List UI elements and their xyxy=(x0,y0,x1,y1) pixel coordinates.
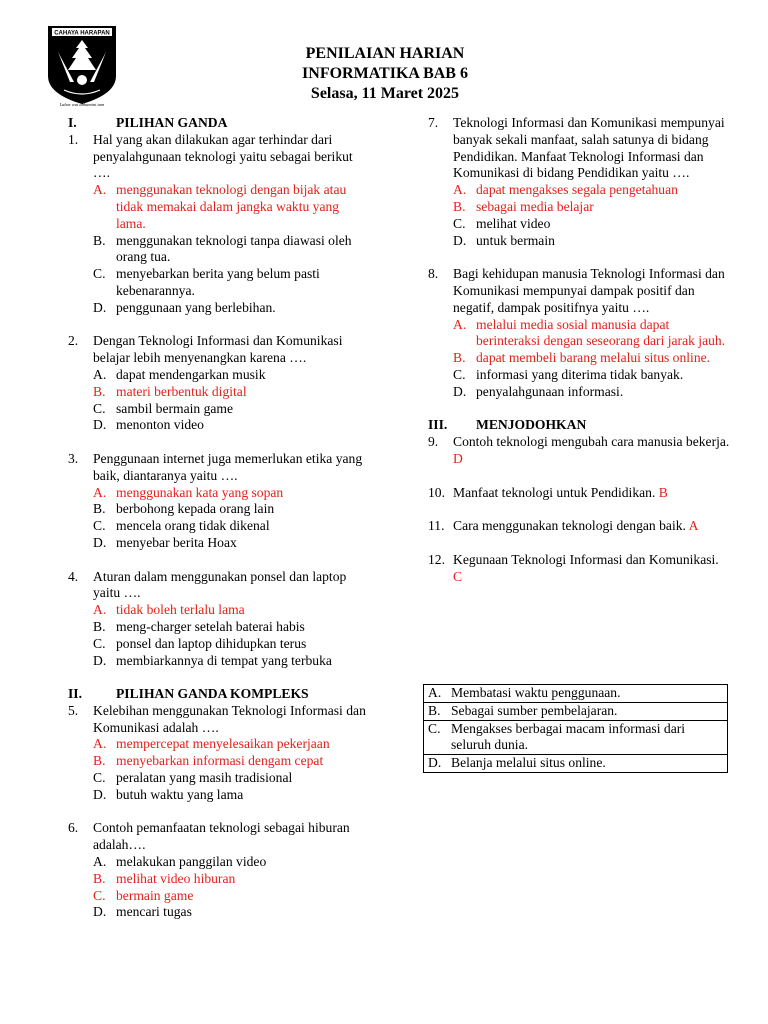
question-text: Kelebihan menggunakan Teknologi Informasi dan Komunikasi adalah …. xyxy=(93,702,366,735)
table-row xyxy=(424,755,728,773)
question-text: Dengan Teknologi Informasi dan Komunikasi belajar lebih menyenangkan karena …. xyxy=(93,333,343,366)
answer-key: D xyxy=(453,450,463,466)
match-letter: A. xyxy=(428,685,442,700)
question-number: 3. xyxy=(68,450,79,466)
option-b: B. menyebarkan informasi dengam cepat xyxy=(93,753,324,769)
question-number: 11. xyxy=(428,518,445,534)
option-b: B. menggunakan teknologi tanpa diawasi oleh orang tua. xyxy=(93,232,352,265)
option-c: C. menyebarkan berita yang belum pasti kebenarannya. xyxy=(93,266,320,298)
question-number: 8. xyxy=(428,266,439,282)
option-d: D. mencari tugas xyxy=(93,904,192,920)
option-a: A. melalui media sosial manusia dapat berinteraksi dengan seseorang dari jarak jauh. xyxy=(453,316,726,349)
section-number: I. xyxy=(68,115,77,130)
question-text: Teknologi Informasi dan Komunikasi mempunyai banyak sekali manfaat, salah satunya di bidang Pendidikan. Manfaat Teknologi Informasi dan Komunikasi di bidang Pendidikan yaitu …. xyxy=(453,115,725,181)
answer-key: A xyxy=(688,518,699,534)
question-text: Cara menggunakan teknologi dengan baik. xyxy=(453,518,686,534)
option-c: C. bermain game xyxy=(93,887,194,903)
option-b: B. melihat video hiburan xyxy=(93,870,236,886)
section-number: III. xyxy=(428,417,448,433)
header-subject: INFORMATIKA BAB 6 xyxy=(302,65,468,82)
match-text: Sebagai sumber pembelajaran. xyxy=(451,702,618,718)
question-11 xyxy=(428,518,730,535)
option-b: B. meng-charger setelah baterai habis xyxy=(93,618,305,634)
section-heading-pilihan-ganda-kompleks xyxy=(68,686,368,703)
option-b: B. berbohong kepada orang lain xyxy=(93,501,275,517)
answer-key: B xyxy=(658,484,668,500)
section-heading-menjodohkan xyxy=(428,417,730,434)
left-column xyxy=(68,115,368,921)
match-letter: C. xyxy=(428,720,441,736)
section-title: PILIHAN GANDA xyxy=(116,115,228,130)
option-a: A. dapat mengakses segala pengetahuan xyxy=(453,182,678,198)
question-text: Hal yang akan dilakukan agar terhindar dari penyalahgunaan teknologi yaitu sebagai berikut …. xyxy=(93,131,353,181)
question-number: 9. xyxy=(428,434,439,450)
question-text: Contoh pemanfaatan teknologi sebagai hiburan adalah…. xyxy=(93,820,350,853)
right-column xyxy=(428,115,730,602)
question-text: Kegunaan Teknologi Informasi dan Komunikasi. xyxy=(453,551,719,567)
option-d: D. menyebar berita Hoax xyxy=(93,534,237,550)
question-6 xyxy=(68,820,368,921)
option-d: D. membiarkannya di tempat yang terbuka xyxy=(93,652,332,668)
option-b: B. sebagai media belajar xyxy=(453,198,594,214)
option-a: A. menggunakan teknologi dengan bijak atau tidak memakai dalam jangka waktu yang lama. xyxy=(93,182,347,231)
question-3 xyxy=(68,451,368,552)
question-1 xyxy=(68,132,368,317)
question-number: 2. xyxy=(68,333,79,349)
table-row xyxy=(424,702,728,720)
logo-motto: Lahar wat abhamini tam xyxy=(59,102,105,107)
page-header xyxy=(240,44,530,104)
match-text: Belanja melalui situs online. xyxy=(451,755,606,771)
option-d: D. menonton video xyxy=(93,417,204,433)
section-title: PILIHAN GANDA KOMPLEKS xyxy=(116,686,309,702)
option-a: A. melakukan panggilan video xyxy=(93,854,267,870)
school-logo xyxy=(44,24,120,108)
option-c: C. sambil bermain game xyxy=(93,400,234,416)
question-number: 5. xyxy=(68,702,79,718)
table-row xyxy=(424,720,728,755)
match-letter: B. xyxy=(428,702,441,718)
question-number: 7. xyxy=(428,115,439,130)
match-text: Membatasi waktu penggunaan. xyxy=(451,685,621,700)
question-number: 10. xyxy=(428,484,445,500)
question-4 xyxy=(68,569,368,670)
question-text: Manfaat teknologi untuk Pendidikan. xyxy=(453,484,656,500)
question-12 xyxy=(428,552,730,586)
option-c: C. melihat video xyxy=(453,215,551,231)
question-number: 4. xyxy=(68,568,79,584)
header-title: PENILAIAN HARIAN xyxy=(305,45,465,62)
option-a: A. tidak boleh terlalu lama xyxy=(93,602,245,618)
table-row xyxy=(424,685,728,703)
option-b: B. materi berbentuk digital xyxy=(93,383,247,399)
section-title: MENJODOHKAN xyxy=(476,417,587,433)
section-number: II. xyxy=(68,686,82,702)
question-number: 6. xyxy=(68,820,79,836)
option-c: C. informasi yang diterima tidak banyak. xyxy=(453,366,684,382)
question-5 xyxy=(68,703,368,804)
option-a: A. dapat mendengarkan musik xyxy=(93,366,266,382)
option-c: C. mencela orang tidak dikenal xyxy=(93,518,270,534)
matching-options-table xyxy=(423,684,728,773)
question-2 xyxy=(68,333,368,434)
option-d: D. penyalahgunaan informasi. xyxy=(453,383,624,399)
question-9 xyxy=(428,434,730,468)
question-number: 1. xyxy=(68,131,79,147)
question-text: Penggunaan internet juga memerlukan etika yang baik, diantaranya yaitu …. xyxy=(93,450,363,483)
question-text: Bagi kehidupan manusia Teknologi Informasi dan Komunikasi mempunyai dampak positif dan negatif, dampak positifnya yaitu …. xyxy=(453,266,725,315)
question-10 xyxy=(428,485,730,502)
option-c: C. ponsel dan laptop dihidupkan terus xyxy=(93,635,307,651)
logo-top-text: CAHAYA HARAPAN xyxy=(54,30,110,37)
match-text: Mengakses berbagai macam informasi dari seluruh dunia. xyxy=(451,720,686,753)
question-8 xyxy=(428,266,730,400)
option-c: C. peralatan yang masih tradisional xyxy=(93,770,293,786)
answer-key: C xyxy=(453,568,463,584)
option-d: D. butuh waktu yang lama xyxy=(93,786,244,802)
question-number: 12. xyxy=(428,551,445,567)
question-7 xyxy=(428,115,730,249)
question-text: Contoh teknologi mengubah cara manusia bekerja. xyxy=(453,434,730,450)
option-b: B. dapat membeli barang melalui situs online. xyxy=(453,350,711,366)
option-a: A. mempercepat menyelesaikan pekerjaan xyxy=(93,736,330,752)
section-heading-pilihan-ganda xyxy=(68,115,368,132)
header-date: Selasa, 11 Maret 2025 xyxy=(310,85,460,102)
option-a: A. menggunakan kata yang sopan xyxy=(93,484,284,500)
option-d: D. penggunaan yang berlebihan. xyxy=(93,299,276,315)
match-letter: D. xyxy=(428,755,442,771)
question-text: Aturan dalam menggunakan ponsel dan laptop yaitu …. xyxy=(93,568,347,601)
option-d: D. untuk bermain xyxy=(453,232,555,248)
